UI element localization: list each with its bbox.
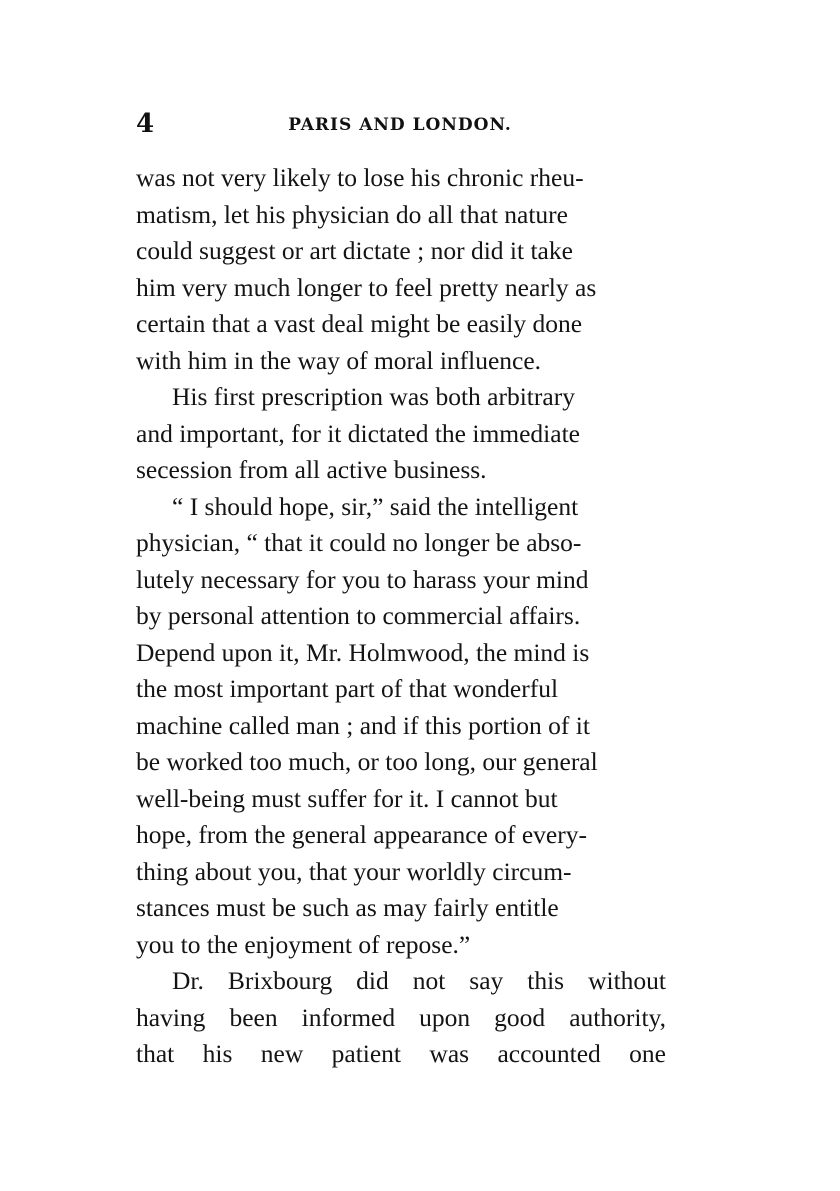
text-line: physician, “ that it could no longer be abso-: [136, 528, 582, 557]
text-line: lutely necessary for you to harass your mind: [136, 564, 589, 594]
text-line: secession from all active business.: [136, 455, 487, 484]
text-line: Dr. Brixbourg did not say this without: [172, 966, 666, 995]
text-line: hope, from the general appearance of every-: [136, 820, 587, 849]
body-text: [136, 160, 666, 1073]
paragraph: [136, 160, 666, 379]
text-line: matism, let his physician do all that nature: [136, 199, 568, 229]
paragraph: [136, 963, 666, 1073]
text-line: certain that a vast deal might be easily done: [136, 309, 583, 338]
text-line: the most important part of that wonderful: [136, 674, 559, 703]
paragraph: [136, 489, 666, 964]
text-line: “ I should hope, sir,” said the intelligent: [172, 491, 579, 521]
paragraph: [136, 379, 666, 489]
text-line: was not very likely to lose his chronic rheu-: [136, 163, 584, 192]
text-line: and important, for it dictated the immediate: [136, 418, 580, 448]
text-line: you to the enjoyment of repose.”: [136, 929, 471, 959]
text-line: well-being must suffer for it. I cannot but: [136, 783, 558, 813]
text-line: His first prescription was both arbitrary: [172, 382, 575, 411]
text-line: having been informed upon good authority,: [136, 1002, 666, 1032]
running-title: PARIS AND LONDON.: [288, 115, 512, 135]
text-line: machine called man ; and if this portion of it: [136, 710, 590, 740]
text-line: could suggest or art dictate ; nor did it take: [136, 236, 573, 265]
text-line: thing about you, that your worldly circum-: [136, 856, 572, 886]
text-line: be worked too much, or too long, our general: [136, 747, 598, 776]
text-line: Depend upon it, Mr. Holmwood, the mind is: [136, 637, 590, 667]
text-line: that his new patient was accounted one: [136, 1039, 666, 1068]
text-line: stances must be such as may fairly entitle: [136, 893, 559, 922]
text-line: by personal attention to commercial affairs.: [136, 601, 581, 630]
text-line: him very much longer to feel pretty nearly as: [136, 272, 597, 302]
page-header: [136, 110, 664, 140]
text-line: with him in the way of moral influence.: [136, 345, 542, 375]
page-number: 4: [136, 109, 155, 139]
